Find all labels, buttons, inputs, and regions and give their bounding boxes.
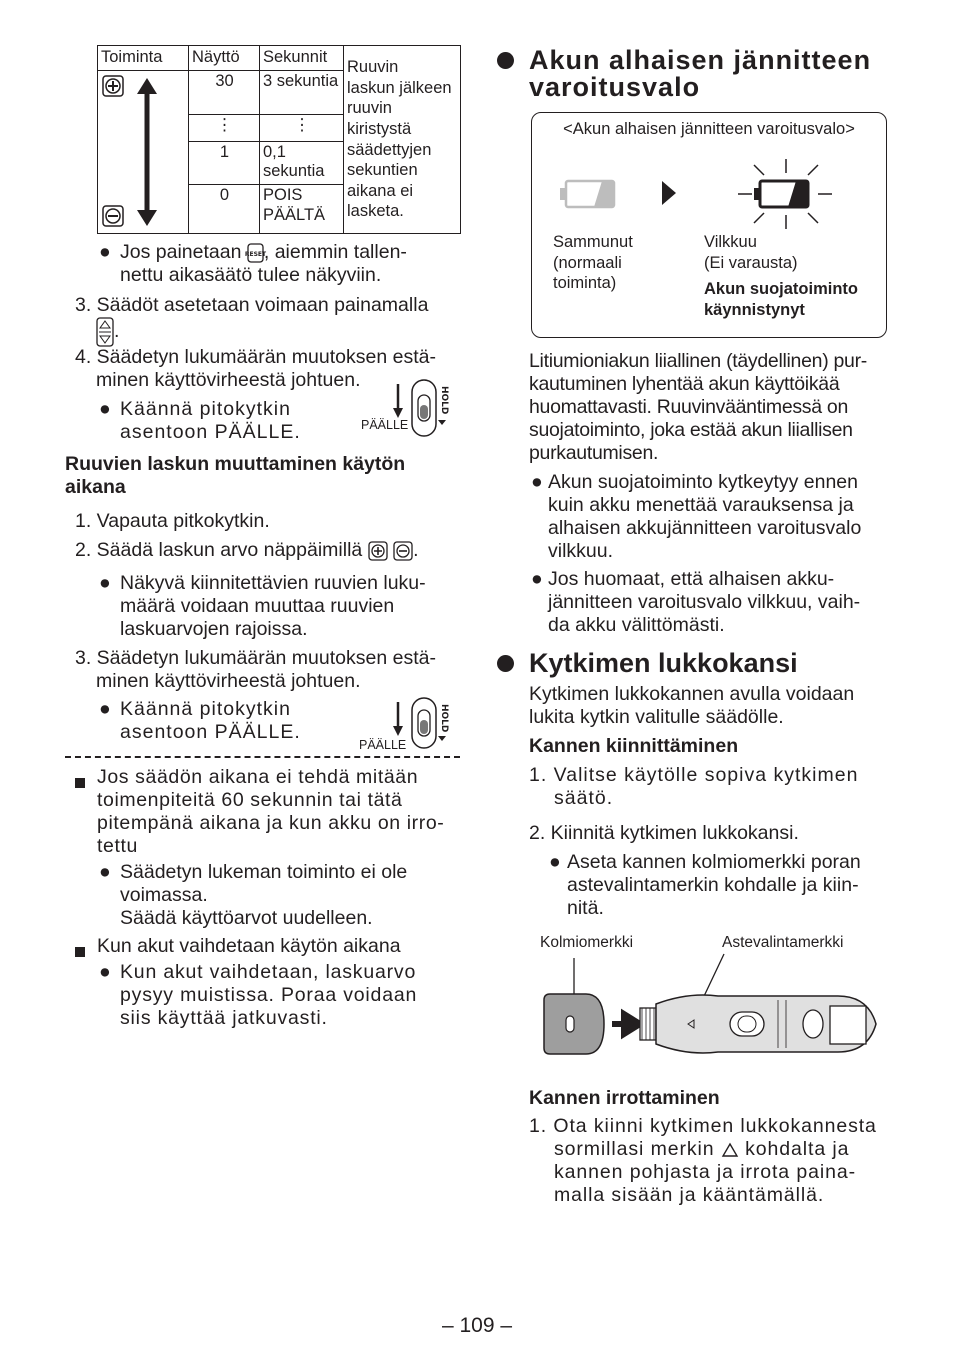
triangle-mark-icon [721,1142,739,1158]
heading-low-voltage: Akun alhaisen jännitteen varoitusvalo [529,47,871,101]
battery-change-note: Kun akut vaihdetaan käytön aikana [97,935,401,957]
attach-note: Aseta kannen kolmiomerkki poran astevalintamerkin kohdalle ja kiin- nitä. [567,851,861,919]
display-value: 0 [189,185,260,234]
on-label: PÄÄLLE [361,418,409,432]
display-value: ⋮ [189,114,260,141]
attach-step-2: 2. Kiinnitä kytkimen lukkokansi. [529,822,799,844]
square-bullet [75,940,85,963]
bullet-dot: ● [99,961,111,983]
up-down-arrow-icon [101,72,189,232]
section-heading-change-count: Ruuvien laskun muuttaminen käytön aikana [65,453,406,498]
step-3: 3. Säädöt asetetaan voimaan painamalla . [75,294,460,347]
svg-text:HOLD: HOLD [439,704,449,733]
degree-mark-label: Astevalintamerkki [722,934,844,951]
timeout-sub-note: Säädetyn lukeman toiminto ei ole voimassa. Säädä käyttöarvot uudelleen. [120,861,408,929]
subheading-remove: Kannen irrottaminen [529,1087,720,1109]
heading-switch-lock: Kytkimen lukkokansi [529,650,798,677]
dashed-divider [65,756,460,758]
battery-blinking-icon [738,159,832,229]
step-c3: 3. Säädetyn lukumäärän muutoksen estä- minen käyttövirheestä johtuen. [75,647,436,692]
arrow-right-icon [662,181,676,205]
battery-indicator-diagram [552,157,872,229]
lock-cover-diagram [538,950,883,1060]
bullet-dot: ● [531,568,543,590]
triangle-mark-label: Kolmiomerkki [540,934,634,951]
insert-arrow-icon [612,1014,640,1034]
bullet-dot: ● [99,572,111,594]
hold-instruction: Käännä pitokytkin asentoon PÄÄLLE. [120,698,301,743]
reset-note: Jos painetaan RESET , aiemmin tallen- nettu aikasäätö tulee näkyviin. [120,241,407,286]
seconds-value: POIS PÄÄLTÄ [260,185,344,234]
bullet-dot: ● [99,398,111,420]
screw-note: laskun jälkeen ruuvin kiristystä säädettyjen sekuntien aikana ei lasketa. [347,78,452,221]
attach-step-1: 1. Valitse käytölle sopiva kytkimen säätö. [529,764,859,809]
subheading-attach: Kannen kiinnittäminen [529,735,739,757]
switch-lock-intro: Kytkimen lukkokannen avulla voidaan lukita kytkin valitulle säädölle. [529,683,855,728]
box-title: <Akun alhaisen jännitteen varoitusvalo> [563,120,855,138]
function-cell [98,71,189,234]
warning-light-box [531,112,887,338]
protection-note: Akun suojatoiminto kytkeytyy ennen kuin akku menettää varauksensa ja alhaisen akkujännitteen varoitusvalo vilkkuu. [548,471,862,562]
seconds-value: 3 sekuntia [260,71,344,115]
hold-instruction: Käännä pitokytkin asentoon PÄÄLLE. [120,398,301,443]
battery-change-sub-note: Kun akut vaihdetaan, laskuarvo pysyy muistissa. Poraa voidaan siis käyttää jatkuvasti. [120,961,418,1029]
col-header-screw: Ruuvin laskun jälkeen ruuvin kiristystä säädettyjen sekuntien aikana ei lasketa. [344,46,461,234]
square-bullet [75,771,85,794]
plus-button-icon [368,541,388,561]
reset-button-icon [244,243,266,263]
display-value: 30 [189,71,260,115]
state-blink-label: Vilkkuu (Ei varausta) Akun suojatoiminto käynnistynyt [704,233,858,319]
drill-body-icon [640,995,876,1053]
heading-bullet [497,52,514,69]
display-value: 1 [189,141,260,185]
remove-step-1: 1. Ota kiinni kytkimen lukkokannesta sormillasi merkin kohdalta ja kannen pohjasta ja irrota paina- malla sisään ja kääntämällä. [529,1115,877,1206]
timer-table [97,45,461,234]
bullet-dot: ● [99,241,111,263]
state-off-label: Sammunut (normaali toiminta) [553,233,633,292]
battery-off-icon [560,181,614,207]
replace-battery-note: Jos huomaat, että alhaisen akku- jännitteen varoitusvalo vilkkuu, vaih- da akku välittömästi. [548,568,861,636]
seconds-value: 0,1 sekuntia [260,141,344,185]
bullet-dot: ● [531,471,543,493]
count-note: Näkyvä kiinnitettävien ruuvien luku- määrä voidaan muuttaa ruuvien laskuarvojen rajoissa. [120,572,426,640]
col-header-function: Toiminta [98,46,189,71]
col-header-seconds: Sekunnit [260,46,344,71]
lithium-paragraph: Litiumioniakun liiallinen (täydellinen) pur- kautuminen lyhentää akun käyttöikää huomattavasti. Ruuvinvääntimessä on suojatoiminto, joka estää akun liiallisen purkautumisen. [529,350,867,464]
bullet-dot: ● [99,698,111,720]
bullet-dot: ● [99,861,111,883]
page-number: – 109 – [441,1314,513,1337]
lock-cover-icon [544,994,604,1054]
minus-button-icon [393,541,413,561]
on-label: PÄÄLLE [359,738,407,752]
seconds-value: ⋮ [260,114,344,141]
svg-text:RESET: RESET [244,250,266,258]
heading-bullet [497,655,514,672]
timeout-note: Jos säädön aikana ei tehdä mitään toimenpiteitä 60 sekunnin tai tätä pitempänä aikana ja kun akku on irro- tettu [97,766,445,857]
set-button-icon [96,317,114,347]
svg-text:HOLD: HOLD [439,386,449,415]
step-c2: 2. Säädä laskun arvo näppäimillä . [75,539,419,561]
bullet-dot: ● [549,851,561,873]
step-4: 4. Säädetyn lukumäärän muutoksen estä- minen käyttövirheestä johtuen. [75,346,436,391]
col-header-display: Näyttö [189,46,260,71]
step-c1: 1. Vapauta pitkokytkin. [75,510,270,532]
